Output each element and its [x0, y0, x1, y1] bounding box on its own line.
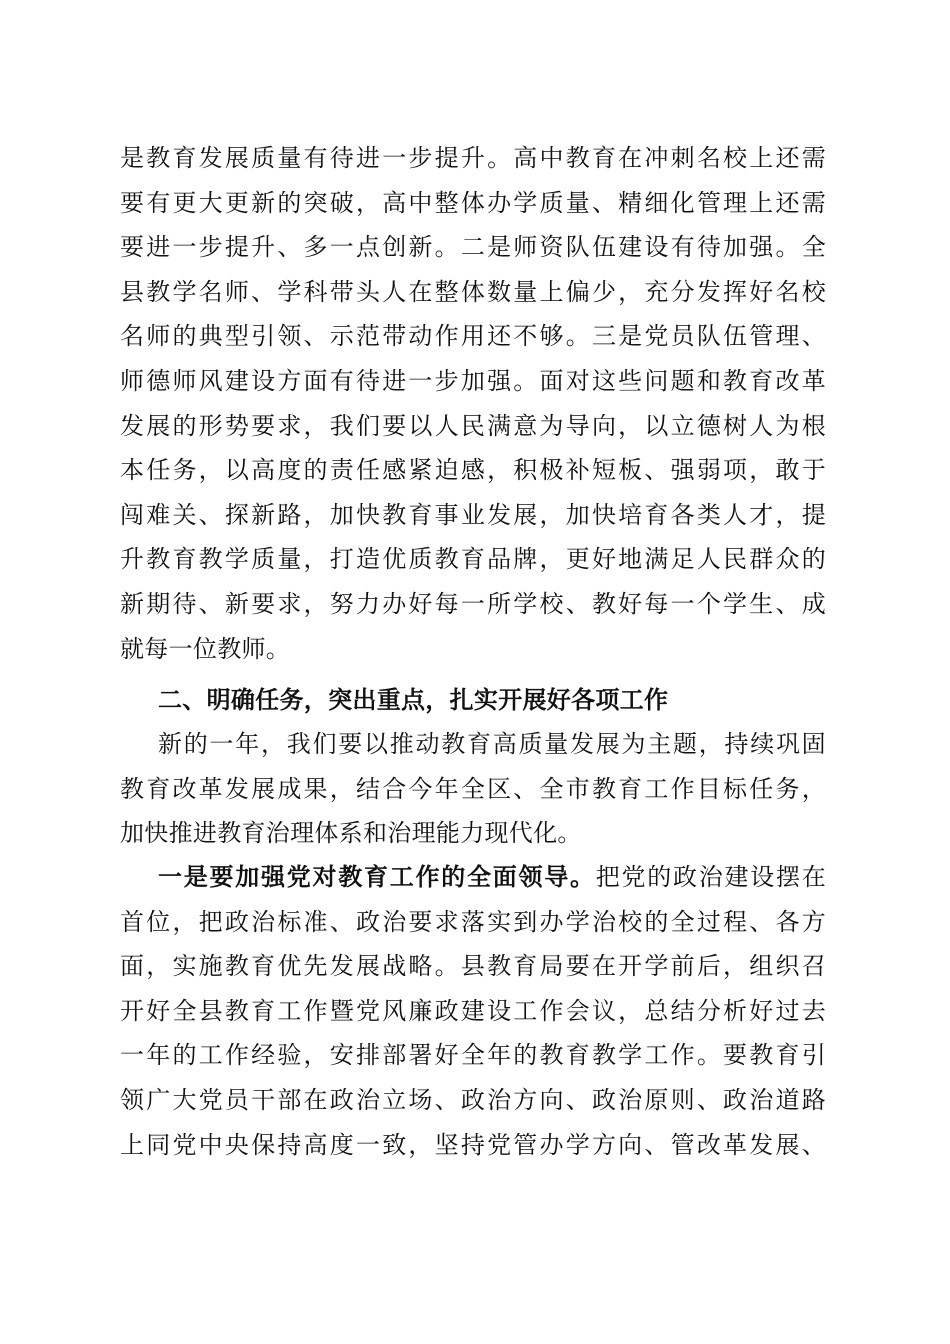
text-line: 要进一步提升、多一点创新。二是师资队伍建设有待加强。全 [120, 233, 826, 262]
text-line: 领广大党员干部在政治立场、政治方向、政治原则、政治道路 [120, 1085, 826, 1114]
text-line: 一年的工作经验，安排部署好全年的教育教学工作。要教育引 [120, 1041, 826, 1070]
text-line: 要有更大更新的突破，高中整体办学质量、精细化管理上还需 [120, 188, 826, 217]
text-line: 新期待、新要求，努力办好每一所学校、教好每一个学生、成 [120, 589, 826, 618]
text-line: 教育改革发展成果，结合今年全区、全市教育工作目标任务， [120, 774, 826, 803]
text-line: 上同党中央保持高度一致，坚持党管办学方向、管改革发展、 [120, 1130, 826, 1159]
section-heading-block [120, 678, 826, 723]
text-line: 名师的典型引领、示范带动作用还不够。三是党员队伍管理、 [120, 322, 826, 351]
paragraph-continuation [120, 136, 826, 671]
text-line: 是教育发展质量有待进一步提升。高中教育在冲刺名校上还需 [120, 144, 826, 172]
text-line: 加快推进教育治理体系和治理能力现代化。 [120, 819, 582, 848]
text-line: 师德师风建设方面有待进一步加强。面对这些问题和教育改革 [120, 366, 826, 395]
text-line: 新的一年，我们要以推动教育高质量发展为主题，持续巩固 [158, 730, 826, 758]
text-line: 面，实施教育优先发展战略。县教育局要在开学前后，组织召 [120, 952, 826, 981]
text-line: 升教育教学质量，打造优质教育品牌，更好地满足人民群众的 [120, 545, 826, 574]
text-line: 本任务，以高度的责任感紧迫感，积极补短板、强弱项，敢于 [120, 456, 826, 485]
text-line: 开好全县教育工作暨党风廉政建设工作会议，总结分析好过去 [120, 996, 826, 1025]
text-line: 就每一位教师。 [120, 634, 291, 663]
text-line-with-lead [120, 855, 826, 900]
item-first-line-rest: 把党的政治建设摆在 [595, 863, 826, 891]
paragraph-item-one [120, 855, 826, 1167]
text-line: 发展的形势要求，我们要以人民满意为导向，以立德树人为根 [120, 411, 826, 440]
paragraph-intro [120, 722, 826, 856]
text-line: 闯难关、探新路，加快教育事业发展，加快培育各类人才，提 [120, 500, 826, 529]
text-line: 县教学名师、学科带头人在整体数量上偏少，充分发挥好名校 [120, 277, 826, 306]
item-lead: 一是要加强党对教育工作的全面领导。 [158, 862, 596, 891]
section-heading: 二、明确任务，突出重点，扎实开展好各项工作 [158, 686, 669, 714]
text-line: 首位，把政治标准、政治要求落实到办学治校的全过程、各方 [120, 907, 826, 936]
